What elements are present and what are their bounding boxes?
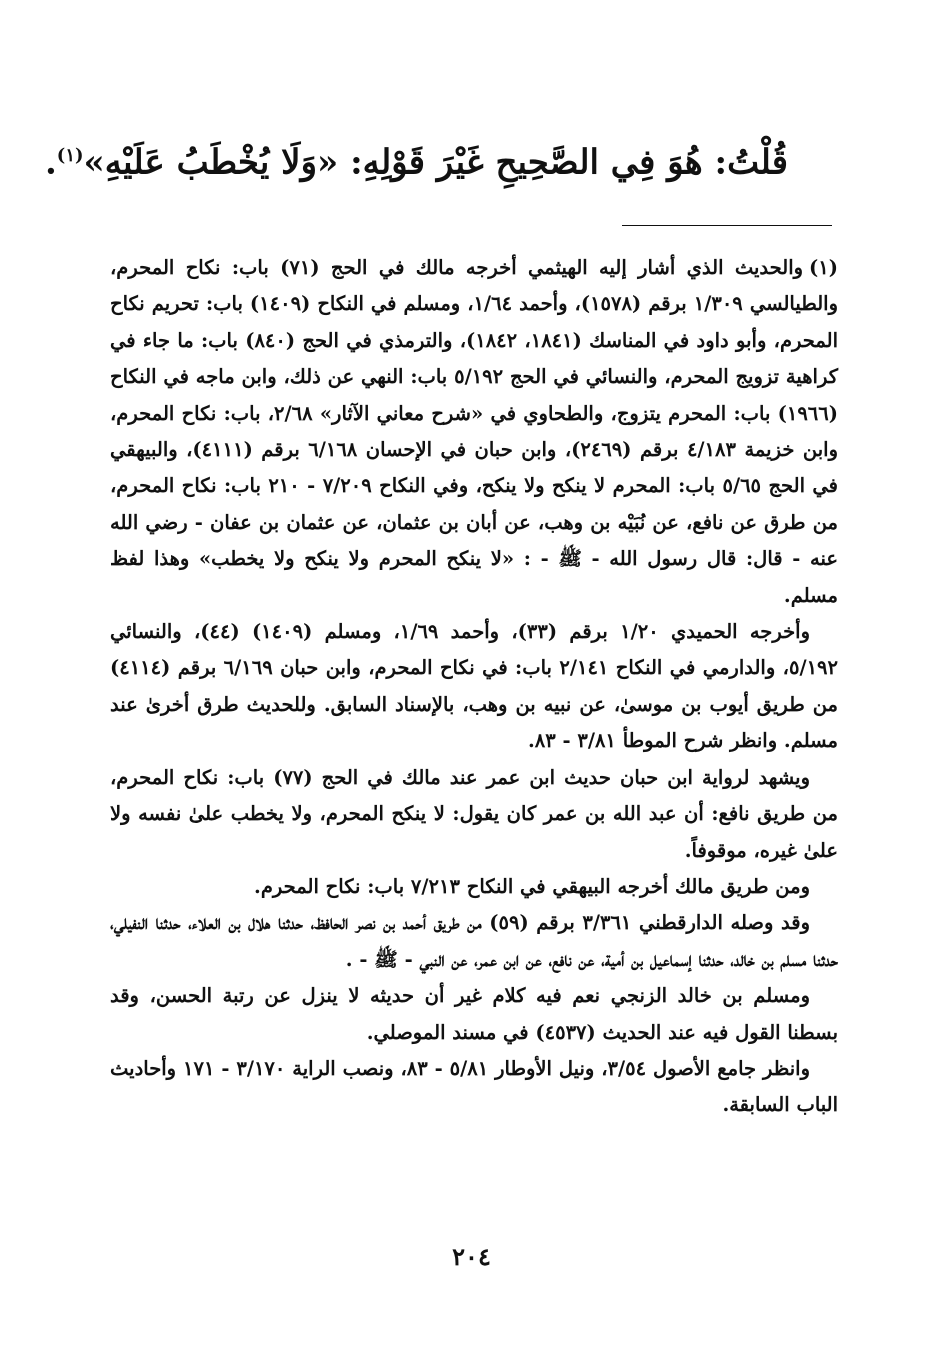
footnote-paragraph: وقد وصله الدارقطني ٣/٣٦١ برقم (٥٩) من طريق أحمد بن نصر الحافظ، حدثنا هلال بن العلاء، حدثنا النفيلي، حدثنا مسلم بن خالد، حدثنا إسماعيل بن أمية، عن نافع، عن ابن عمر، عن النبي - ﷺ - . — [110, 911, 838, 971]
footnote-paragraph: وانظر جامع الأصول ٣/٥٤، ونيل الأوطار ٥/٨١ - ٨٣، ونصب الراية ٣/١٧٠ - ١٧١ وأحاديث الباب السابقة. — [110, 1056, 838, 1117]
footnote-block — [110, 250, 838, 1124]
main-heading — [44, 128, 788, 190]
footnote-paragraph: ويشهد لرواية ابن حبان حديث ابن عمر عند مالك في الحج (٧٧) باب: نكاح المحرم، من طريق نافع: أن عبد الله بن عمر كان يقول: لا ينكح المحرم، ولا يخطب علىٰ نفسه ولا علىٰ غيره، موقوفاً. — [110, 765, 838, 862]
page-number: ٢٠٤ — [452, 1242, 491, 1271]
heading-text: قُلْتُ: هُوَ فِي الصَّحِيحِ غَيْرَ قَوْلِهِ: «وَلَا يُخْطَبُ عَلَيْهِ» — [83, 142, 788, 183]
footnote-paragraph: وأخرجه الحميدي ١/٢٠ برقم (٣٣)، وأحمد ١/٦٩، ومسلم (١٤٠٩) (٤٤)، والنسائي ٥/١٩٢، والدارمي في النكاح ٢/١٤١ باب: في نكاح المحرم، وابن حبان ٦/١٦٩ برقم (٤١١٤) من طريق أيوب بن موسىٰ، عن نبيه بن وهب، بالإسناد السابق. وللحديث طرق أخرىٰ عند مسلم. وانظر شرح الموطأ ٣/٨١ - ٨٣. — [110, 620, 838, 753]
heading-end: . — [44, 142, 57, 183]
footnote-reference: (١) — [56, 145, 84, 166]
footnote-number: (١) — [809, 256, 838, 279]
footnote-paragraph — [110, 250, 838, 614]
footnote-paragraph: ومن طريق مالك أخرجه البيهقي في النكاح ٧/٢١٣ باب: نكاح المحرم. — [254, 874, 810, 898]
footnote-paragraph-text: والحديث الذي أشار إليه الهيثمي أخرجه مالك في الحج (٧١) باب: نكاح المحرم، والطيالسي ١/٣٠٩ برقم (١٥٧٨)، وأحمد ١/٦٤، ومسلم في النكاح (١٤٠٩) باب: تحريم نكاح المحرم، وأبو داود في المناسك (١٨٤١، ١٨٤٢)، والترمذي في الحج (٨٤٠) باب: ما جاء في كراهية تزويج المحرم، والنسائي في الحج ٥/١٩٢ باب: النهي عن ذلك، وابن ماجه في النكاح (١٩٦٦) باب: المحرم يتزوج، والطحاوي في «شرح معاني الآثار» ٢/٦٨، باب: نكاح المحرم، وابن خزيمة ٤/١٨٣ برقم (٢٤٦٩)، وابن حبان في الإحسان ٦/١٦٨ برقم (٤١١١)، والبيهقي في الحج ٥/٦٥ باب: المحرم لا ينكح ولا ينكح، وفي النكاح ٧/٢٠٩ - ٢١٠ باب: نكاح المحرم، من طرق عن نافع، عن نُبَيْه بن وهب، عن أبان بن عثمان، عن عثمان بن عفان - رضي الله عنه - قال: قال رسول الله - ﷺ - : «لا ينكح المحرم ولا ينكح ولا يخطب» وهذا لفظ مسلم. — [110, 256, 839, 607]
footnote-separator — [622, 225, 832, 226]
footnote-paragraph: ومسلم بن خالد الزنجي نعم فيه كلام غير أن حديثه لا ينزل عن رتبة الحسن، وقد بسطنا القول فيه عند الحديث (٤٥٣٧) في مسند الموصلي. — [110, 984, 838, 1044]
